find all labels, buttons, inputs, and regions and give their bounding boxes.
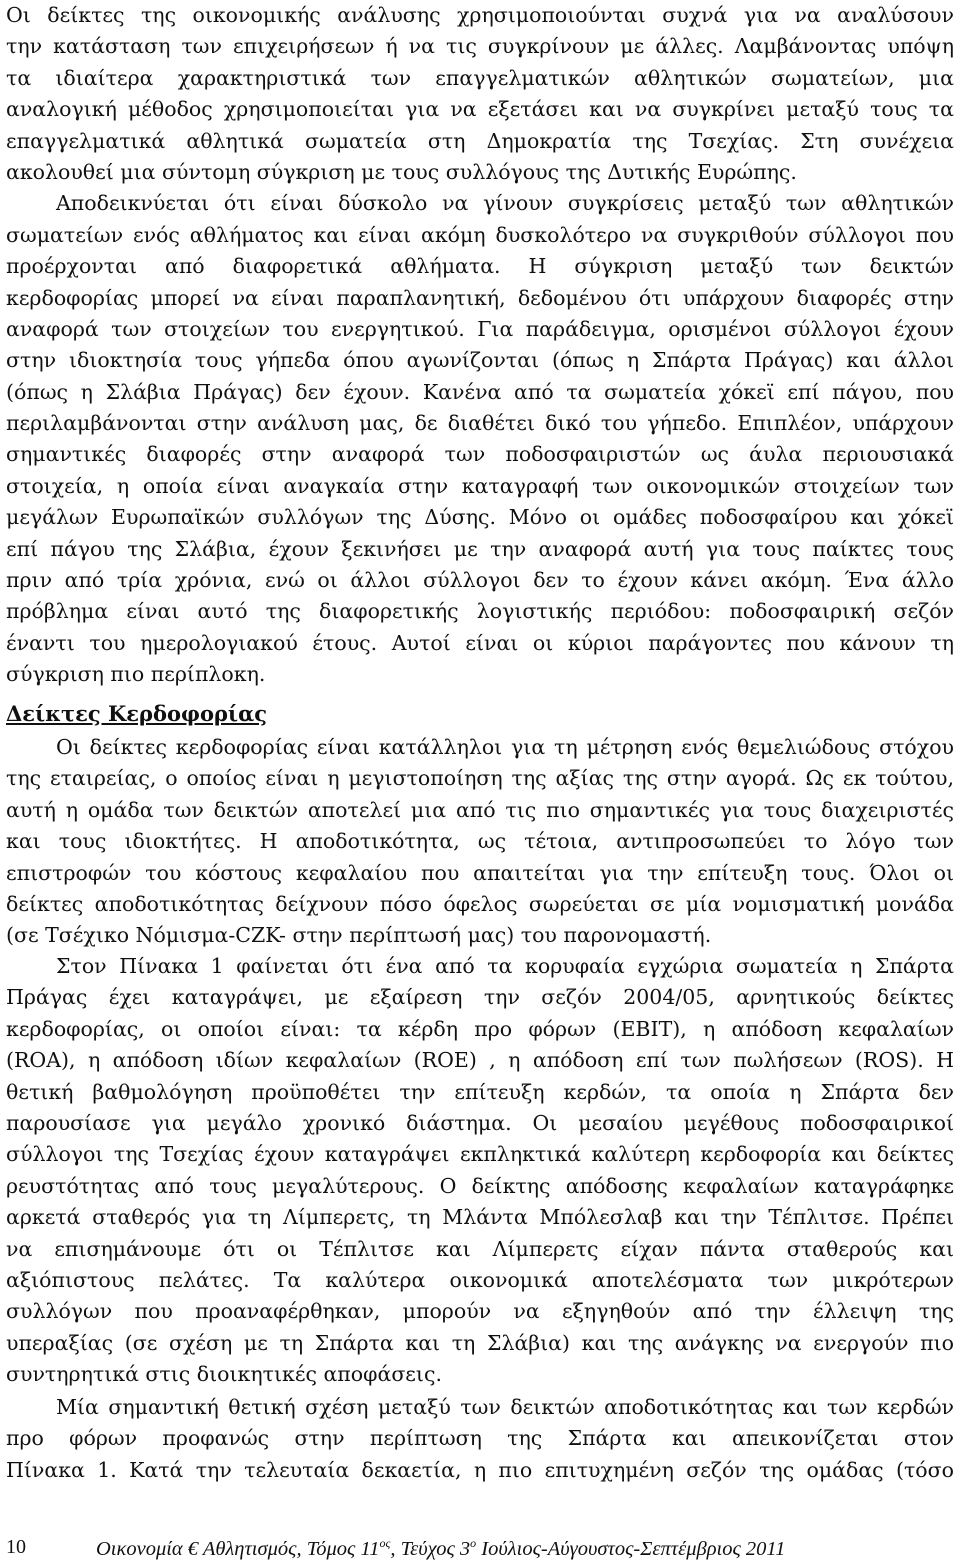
text-line: Οι δείκτες της οικονομικής ανάλυσης χρησιμοποιούνται συχνά για να αναλύσουν — [6, 3, 954, 27]
text-line: στοιχεία, η οποία είναι αναγκαία στην καταγραφή των οικονομικών στοιχείων των — [6, 473, 954, 498]
volume-suffix: ος — [379, 1536, 391, 1550]
text-line: και τους ιδιοκτήτες. Η αποδοτικότητα, ως τέτοια, αντιπροσωπεύει το λόγο των — [6, 829, 954, 854]
text-line: Πράγας έχει καταγράψει, με εξαίρεση την σεζόν 2004/05, αρνητικούς δείκτες — [6, 985, 954, 1010]
text-line: περιλαμβάνονται στην ανάλυση μας, δε διαθέτει δικό του γήπεδο. Επιπλέον, υπάρχουν — [6, 411, 954, 436]
paragraph-table-one — [6, 951, 954, 1390]
text-line: τα ιδιαίτερα χαρακτηριστικά των επαγγελματικών αθλητικών σωματείων, μια — [6, 65, 954, 90]
text-line: συντηρητικά στις διοικητικές αποφάσεις. — [6, 1362, 442, 1387]
page-number: 10 — [6, 1536, 26, 1558]
text-line: σημαντικές διαφορές στην αναφορά των ποδοσφαιριστών ως άυλα περιουσιακά — [6, 442, 954, 467]
text-line: έναντι του ημερολογιακού έτους. Αυτοί είναι οι κύριοι παράγοντες που κάνουν τη — [6, 630, 954, 655]
text-line: αναλογική μέθοδος χρησιμοποιείται για να εξετάσει και να συγκρίνει μεταξύ τους τα — [6, 97, 954, 122]
text-line: παρουσίασε για μεγάλο χρονικό διάστημα. Οι μεσαίου μεγέθους ποδοσφαιρικοί — [6, 1110, 954, 1135]
paragraph-profitability — [6, 732, 954, 952]
text-line: της εταιρείας, ο οποίος είναι η μεγιστοποίηση της αξίας της στην αγορά. Ως εκ τούτου, — [6, 766, 954, 791]
text-line: σύλλογοι της Τσεχίας έχουν καταγράψει εκπληκτικά καλύτερη κερδοφορία και δείκτες — [6, 1142, 954, 1167]
journal-citation — [96, 1536, 785, 1561]
text-line: Οι δείκτες κερδοφορίας είναι κατάλληλοι για τη μέτρηση ενός θεμελιώδους στόχου — [56, 735, 954, 759]
page-footer — [6, 1536, 954, 1564]
text-line: (ROA), η απόδοση ιδίων κεφαλαίων (ROE) , η απόδοση επί των πωλήσεων (ROS). Η — [6, 1048, 954, 1073]
issue-period: Ιούλιος-Αύγουστος-Σεπτέμβριος 2011 — [476, 1537, 786, 1560]
text-line: σύγκριση πιο περίπλοκη. — [6, 662, 266, 687]
text-line: την κατάσταση των επιχειρήσεων ή να τις συγκρίνουν με άλλες. Λαμβάνοντας υπόψη — [6, 34, 954, 59]
text-line: Μία σημαντική θετική σχέση μεταξύ των δεικτών αποδοτικότητας και των κερδών — [56, 1395, 954, 1419]
text-line: αξιόπιστους πελάτες. Τα καλύτερα οικονομικά αποτελέσματα των μικρότερων — [6, 1267, 954, 1292]
text-line: στην ιδιοκτησία τους γήπεδα όπου αγωνίζονται (όπως η Σπάρτα Πράγας) και άλλοι — [6, 348, 954, 373]
text-line: προ φόρων προφανώς στην περίπτωση της Σπάρτα και απεικονίζεται στον — [6, 1426, 954, 1451]
text-line: επί πάγου της Σλάβια, έχουν ξεκινήσει με την αναφορά αυτή για τους παίκτες τους — [6, 536, 954, 561]
text-line: αναφορά των στοιχείων του ενεργητικού. Για παράδειγμα, ορισμένοι σύλλογοι έχουν — [6, 316, 954, 341]
issue-label: , Τεύχος 3 — [390, 1537, 471, 1560]
text-line: κερδοφορίας, οι οποίοι είναι: τα κέρδη προ φόρων (EBIT), η απόδοση κεφαλαίων — [6, 1016, 954, 1041]
text-line: ακολουθεί μια σύντομη σύγκριση με τους συλλόγους της Δυτικής Ευρώπης. — [6, 159, 797, 184]
text-line: επιστροφών του κόστους κεφαλαίου που απαιτείται για την επίτευξη τους. Όλοι οι — [6, 860, 954, 885]
paragraph-intro — [6, 0, 954, 691]
text-line: δείκτες αποδοτικότητας δείχνουν πόσο όφελος σωρεύεται σε μία νομισματική μονάδα — [6, 891, 954, 916]
text-line: κερδοφορίας μπορεί να είναι παραπλανητική, δεδομένου ότι υπάρχουν διαφορές στην — [6, 285, 954, 310]
text-line: πριν από τρία χρόνια, ενώ οι άλλοι σύλλογοι δεν το έχουν κάνει ακόμη. Ένα άλλο — [6, 568, 954, 593]
text-line: σωματείων ενός αθλήματος και είναι ακόμη δυσκολότερο να συγκριθούν σύλλογοι που — [6, 222, 954, 247]
text-line: θετική βαθμολόγηση προϋποθέτει την επίτευξη κερδών, τα οποία η Σπάρτα δεν — [6, 1079, 954, 1104]
text-line: (όπως η Σλάβια Πράγας) δεν έχουν. Κανένα από τα σωματεία χόκεϊ επί πάγου, που — [6, 379, 954, 404]
text-line: να επισημάνουμε ότι οι Τέπλιτσε και Λίμπερετς είχαν πάντα σταθερούς και — [6, 1236, 954, 1261]
paragraph-relationship — [6, 1392, 954, 1486]
text-line: Στον Πίνακα 1 φαίνεται ότι ένα από τα κορυφαία εγχώρια σωματεία η Σπάρτα — [56, 954, 954, 978]
text-line: (σε Τσέχικο Νόμισμα-CZK- στην περίπτωσή μας) του παρονομαστή. — [6, 923, 712, 948]
text-line: Αποδεικνύεται ότι είναι δύσκολο να γίνουν συγκρίσεις μεταξύ των αθλητικών — [56, 191, 954, 216]
text-line: υπεραξίας (σε σχέση με τη Σπάρτα και τη Σλάβια) και της ανάγκης να ενεργούν πιο — [6, 1330, 954, 1355]
text-line: επαγγελματικά αθλητικά σωματεία στη Δημοκρατία της Τσεχίας. Στη συνέχεια — [6, 128, 954, 153]
text-line: μεγάλων Ευρωπαϊκών συλλόγων της Δύσης. Μόνο οι ομάδες ποδοσφαίρου και χόκεϊ — [6, 505, 954, 530]
text-line: αρκετά σταθερός για τη Λίμπερετς, τη Μλάντα Μπόλεσλαβ και την Τέπλιτσε. Πρέπει — [6, 1205, 954, 1230]
text-line: αυτή η ομάδα των δεικτών αποτελεί μια από τις πιο σημαντικές για τους διαχειριστές — [6, 797, 954, 822]
text-line: ρευστότητας από τους μεγαλύτερους. Ο δείκτης απόδοσης κεφαλαίων καταγράφηκε — [6, 1173, 954, 1198]
text-line: πρόβλημα είναι αυτό της διαφορετικής λογιστικής περιόδου: ποδοσφαιρική σεζόν — [6, 599, 954, 624]
issue-suffix: ο — [470, 1536, 477, 1550]
journal-title: Οικονομία € Αθλητισμός, Τόμος 11 — [96, 1537, 380, 1560]
text-line: προέρχονται από διαφορετικά αθλήματα. Η σύγκριση μεταξύ των δεικτών — [6, 254, 954, 279]
text-line: Πίνακα 1. Κατά την τελευταία δεκαετία, η πιο επιτυχημένη σεζόν της ομάδας (τόσο — [6, 1457, 954, 1482]
text-line: συλλόγων που προαναφέρθηκαν, μπορούν να εξηγηθούν από την έλλειψη της — [6, 1299, 954, 1324]
section-heading: Δείκτες Κερδοφορίας — [6, 701, 268, 726]
